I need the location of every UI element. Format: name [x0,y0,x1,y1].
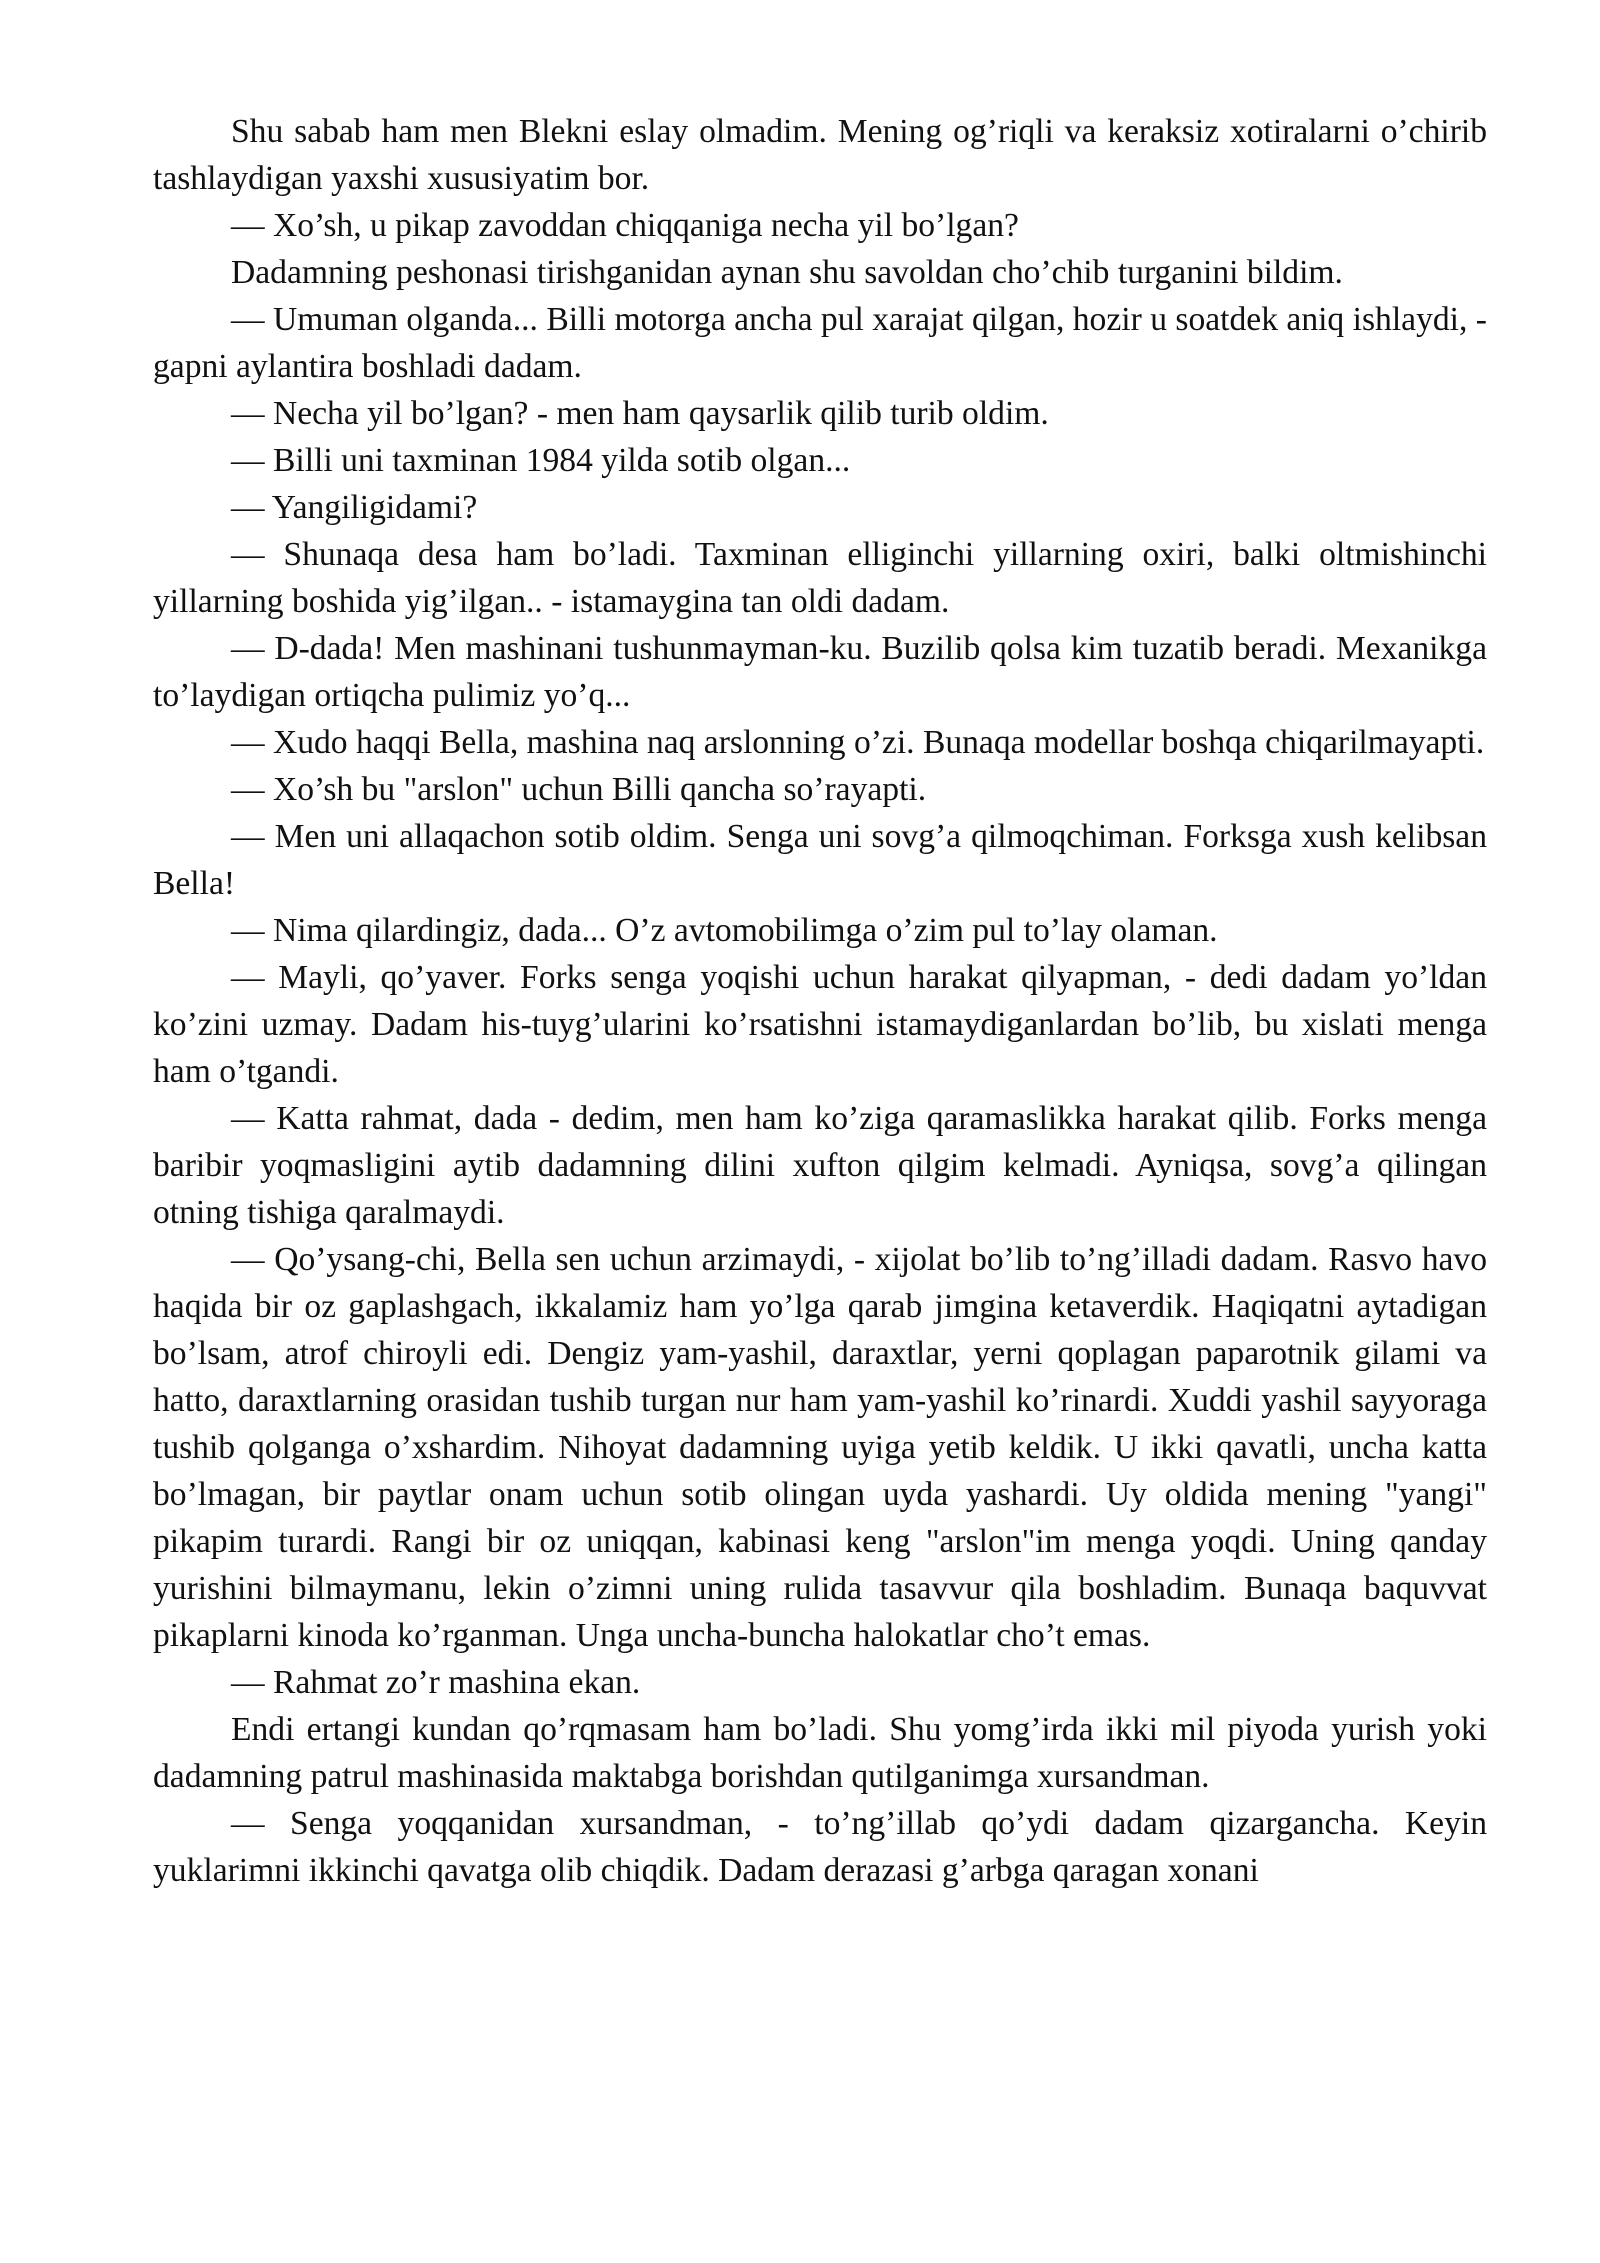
paragraph: — D-dada! Men mashinani tushunmayman-ku. Buzilib qolsa kim tuzatib beradi. Mexanikga to’laydigan ortiqcha pulimiz yo’q... [153,630,1487,714]
paragraph: — Mayli, qo’yaver. Forks senga yoqishi uchun harakat qilyapman, - dedi dadam yo’ldan ko’zini uzmay. Dadam his-tuyg’ularini ko’rsatishni istamaydiganlardan bo’lib, bu xislati menga ham o’tgandi. [153,959,1487,1090]
paragraph: — Qo’ysang-chi, Bella sen uchun arzimaydi, - xijolat bo’lib to’ng’illadi dadam. Rasvo havo haqida bir oz gaplashgach, ikkalamiz ham yo’lga qarab jimgina ketaverdik. Haqiqatni aytadigan bo’lsam, atrof chiroyli edi. Dengiz yam-yashil, daraxtlar, yerni qoplagan paparotnik gilami va hatto, daraxtlarning orasidan tushib turgan nur ham yam-yashil ko’rinardi. Xuddi yashil sayyoraga tushib qolganga o’xshardim. Nihoyat dadamning uyiga yetib keldik. U ikki qavatli, uncha katta bo’lmagan, bir paytlar onam uchun sotib olingan uyda yashardi. Uy oldida mening "yangi" pikapim turardi. Rangi bir oz uniqqan, kabinasi keng "arslon"im menga yoqdi. Uning qanday yurishini bilmaymanu, lekin o’zimni uning rulida tasavvur qila boshladim. Bunaqa baquvvat pikaplarni kinoda ko’rganman. Unga uncha-buncha halokatlar cho’t emas. [153,1241,1487,1654]
paragraph: Endi ertangi kundan qo’rqmasam ham bo’ladi. Shu yomg’irda ikki mil piyoda yurish yoki dadamning patrul mashinasida maktabga borishdan qutilganimga xursandman. [153,1711,1487,1795]
paragraph: — Nima qilardingiz, dada... O’z avtomobilimga o’zim pul to’lay olaman. [231,912,1218,949]
paragraph: — Xudo haqqi Bella, mashina naq arslonning o’zi. Bunaqa modellar boshqa chiqarilmayapti. [231,724,1485,761]
paragraph: — Necha yil bo’lgan? - men ham qaysarlik qilib turib oldim. [231,395,1049,432]
paragraph: — Billi uni taxminan 1984 yilda sotib olgan... [231,442,851,479]
paragraph: — Senga yoqqanidan xursandman, - to’ng’illab qo’ydi dadam qizargancha. Keyin yuklarimni ikkinchi qavatga olib chiqdik. Dadam derazasi g’arbga qaragan xonani [153,1805,1487,1889]
paragraph: — Shunaqa desa ham bo’ladi. Taxminan elliginchi yillarning oxiri, balki oltmishinchi yillarning boshida yig’ilgan.. - istamaygina tan oldi dadam. [153,536,1487,620]
paragraph: — Rahmat zo’r mashina ekan. [231,1664,641,1701]
paragraph: Dadamning peshonasi tirishganidan aynan shu savoldan cho’chib turganini bildim. [231,254,1343,291]
paragraph: — Yangiligidami? [231,489,478,526]
paragraph: — Xo’sh, u pikap zavoddan chiqqaniga necha yil bo’lgan? [231,207,1019,244]
paragraph: — Katta rahmat, dada - dedim, men ham ko’ziga qaramaslikka harakat qilib. Forks menga baribir yoqmasligini aytib dadamning dilini xufton qilgim kelmadi. Ayniqsa, sovg’a qilingan otning tishiga qaralmaydi. [153,1100,1487,1231]
document-page [153,108,1487,1894]
paragraph: — Umuman olganda... Billi motorga ancha pul xarajat qilgan, hozir u soatdek aniq ishlaydi, - gapni aylantira boshladi dadam. [153,301,1487,385]
paragraph: — Men uni allaqachon sotib oldim. Senga uni sovg’a qilmoqchiman. Forksga xush kelibsan Bella! [153,818,1487,902]
paragraph: Shu sabab ham men Blekni eslay olmadim. Mening og’riqli va keraksiz xotiralarni o’chirib tashlaydigan yaxshi xususiyatim bor. [153,113,1487,197]
paragraph: — Xo’sh bu "arslon" uchun Billi qancha so’rayapti. [231,771,927,808]
